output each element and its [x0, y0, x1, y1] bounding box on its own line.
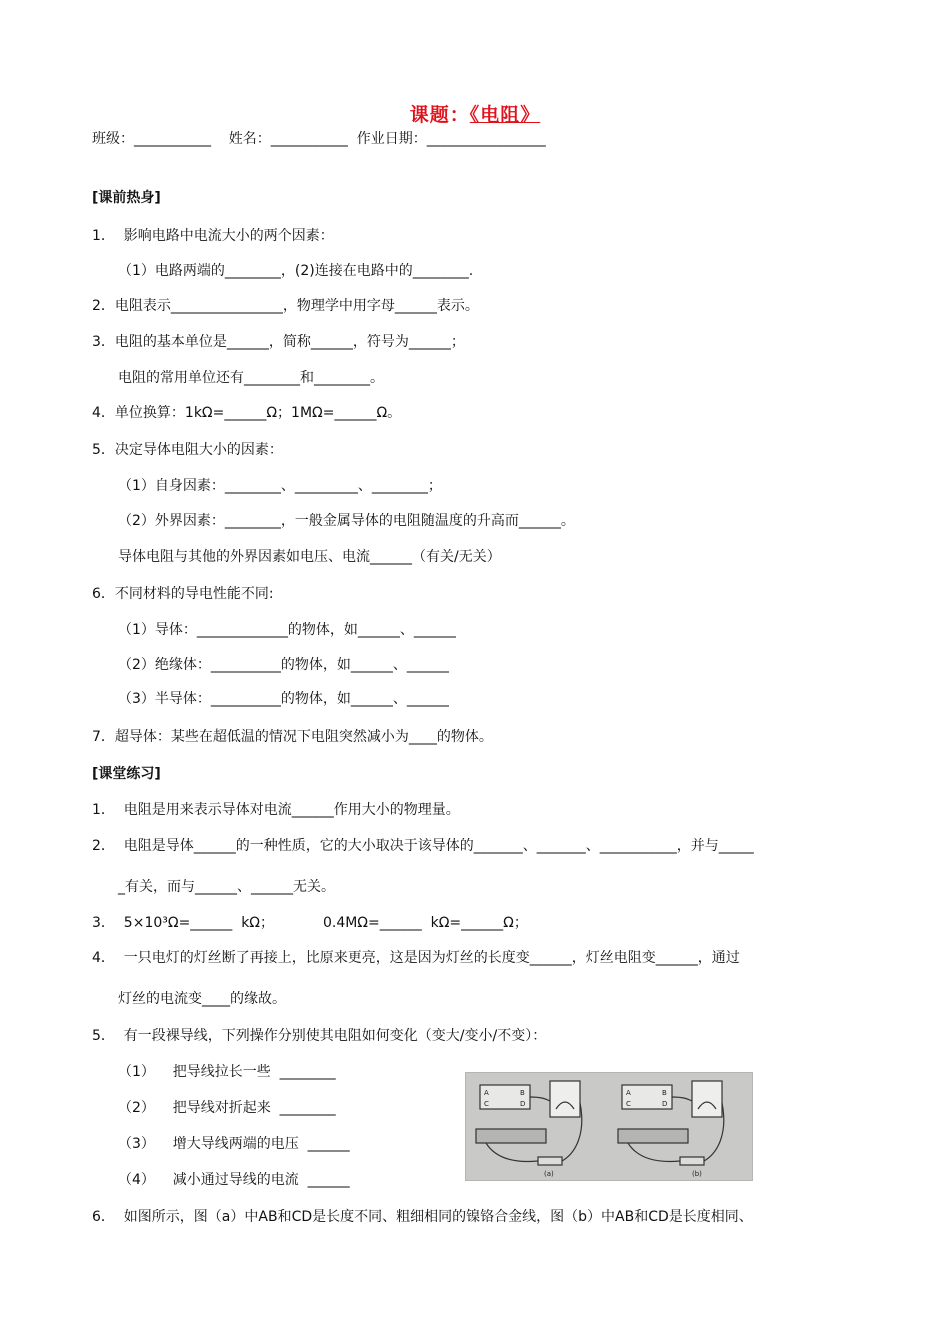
practice-q5-item2: （2） 把导线对折起来 ________ — [118, 1100, 336, 1116]
practice-q5: 5． 有一段裸导线，下列操作分别使其电阻如何变化（变大/变小/不变）： — [92, 1028, 547, 1044]
practice-q3: 3． 5×10³Ω=______ kΩ； 0.4MΩ=______ kΩ=______Ω； — [92, 915, 528, 931]
terminal-d-label-b: D — [662, 1100, 668, 1108]
warmup-q5-external: （2）外界因素：________，一般金属导体的电阻随温度的升高而______。 — [118, 513, 575, 529]
title-name: 《电阻》 — [469, 104, 541, 126]
switch-a — [538, 1157, 562, 1165]
practice-q2-cont: _有关，而与______、______无关。 — [118, 879, 335, 895]
warmup-q3: 3．电阻的基本单位是______，简称______，符号为______； — [92, 334, 465, 350]
practice-q5-item1: （1） 把导线拉长一些 ________ — [118, 1064, 336, 1080]
practice-q4: 4． 一只电灯的灯丝断了再接上，比原来更亮，这是因为灯丝的长度变______，灯丝电阻变______，通过 — [92, 950, 740, 966]
switch-b — [680, 1157, 704, 1165]
warmup-q6: 6．不同材料的导电性能不同: — [92, 586, 274, 602]
ammeter-b — [692, 1081, 722, 1117]
practice-q5-item4: （4） 减小通过导线的电流 ______ — [118, 1172, 350, 1188]
warmup-q5-note: 导体电阻与其他的外界因素如电压、电流______（有关/无关） — [118, 549, 501, 565]
section-warmup-heading: [课前热身] — [92, 190, 161, 206]
terminal-c-label-b: C — [626, 1100, 631, 1108]
warmup-q1-items: （1）电路两端的________，(2)连接在电路中的________. — [118, 263, 474, 279]
warmup-q6-semiconductor: （3）半导体：__________的物体，如______、______ — [118, 691, 449, 707]
title-label: 课题： — [409, 104, 470, 126]
student-info-line: 班级：___________ 姓名：___________ 作业日期：_________________ — [92, 131, 546, 147]
terminal-b-label-b: B — [662, 1089, 667, 1097]
practice-q5-item3: （3） 增大导线两端的电压 ______ — [118, 1136, 350, 1152]
terminal-c-label-a: C — [484, 1100, 489, 1108]
practice-q1: 1． 电阻是用来表示导体对电流______作用大小的物理量。 — [92, 802, 460, 818]
warmup-q5-self: （1）自身因素：________、_________、________； — [118, 478, 442, 494]
terminal-b-label-a: B — [520, 1089, 525, 1097]
warmup-q6-conductor: （1）导体：_____________的物体，如______、______ — [118, 622, 456, 638]
terminal-d-label-a: D — [520, 1100, 526, 1108]
warmup-q1: 1． 影响电路中电流大小的两个因素： — [92, 228, 334, 244]
warmup-q2: 2．电阻表示________________，物理学中用字母______表示。 — [92, 298, 479, 314]
warmup-q5: 5．决定导体电阻大小的因素： — [92, 442, 283, 458]
practice-q4-cont: 灯丝的电流变____的缘故。 — [118, 991, 286, 1007]
circuit-figure-photo — [465, 1072, 753, 1181]
warmup-q6-insulator: （2）绝缘体：__________的物体，如______、______ — [118, 657, 449, 673]
warmup-q7: 7．超导体：某些在超低温的情况下电阻突然减小为____的物体。 — [92, 729, 493, 745]
warmup-q3-cont: 电阻的常用单位还有________和________。 — [118, 370, 384, 386]
figure-label-b: (b) — [692, 1170, 702, 1178]
figure-label-a: (a) — [544, 1170, 554, 1178]
practice-q6: 6． 如图所示，图（a）中AB和CD是长度不同、粗细相同的镍铬合金线，图（b）中AB和CD是长度相同、 — [92, 1209, 753, 1225]
battery-a — [476, 1129, 546, 1143]
warmup-q4: 4．单位换算：1kΩ=______Ω；1MΩ=______Ω。 — [92, 405, 402, 421]
practice-q2: 2． 电阻是导体______的一种性质，它的大小取决于该导体的_______、_______、___________，并与_____ — [92, 838, 754, 854]
ammeter-a — [550, 1081, 580, 1117]
section-practice-heading: [课堂练习] — [92, 766, 161, 782]
battery-b — [618, 1129, 688, 1143]
terminal-a-label-b: A — [626, 1089, 631, 1097]
terminal-a-label-a: A — [484, 1089, 489, 1097]
page-title — [0, 100, 950, 127]
